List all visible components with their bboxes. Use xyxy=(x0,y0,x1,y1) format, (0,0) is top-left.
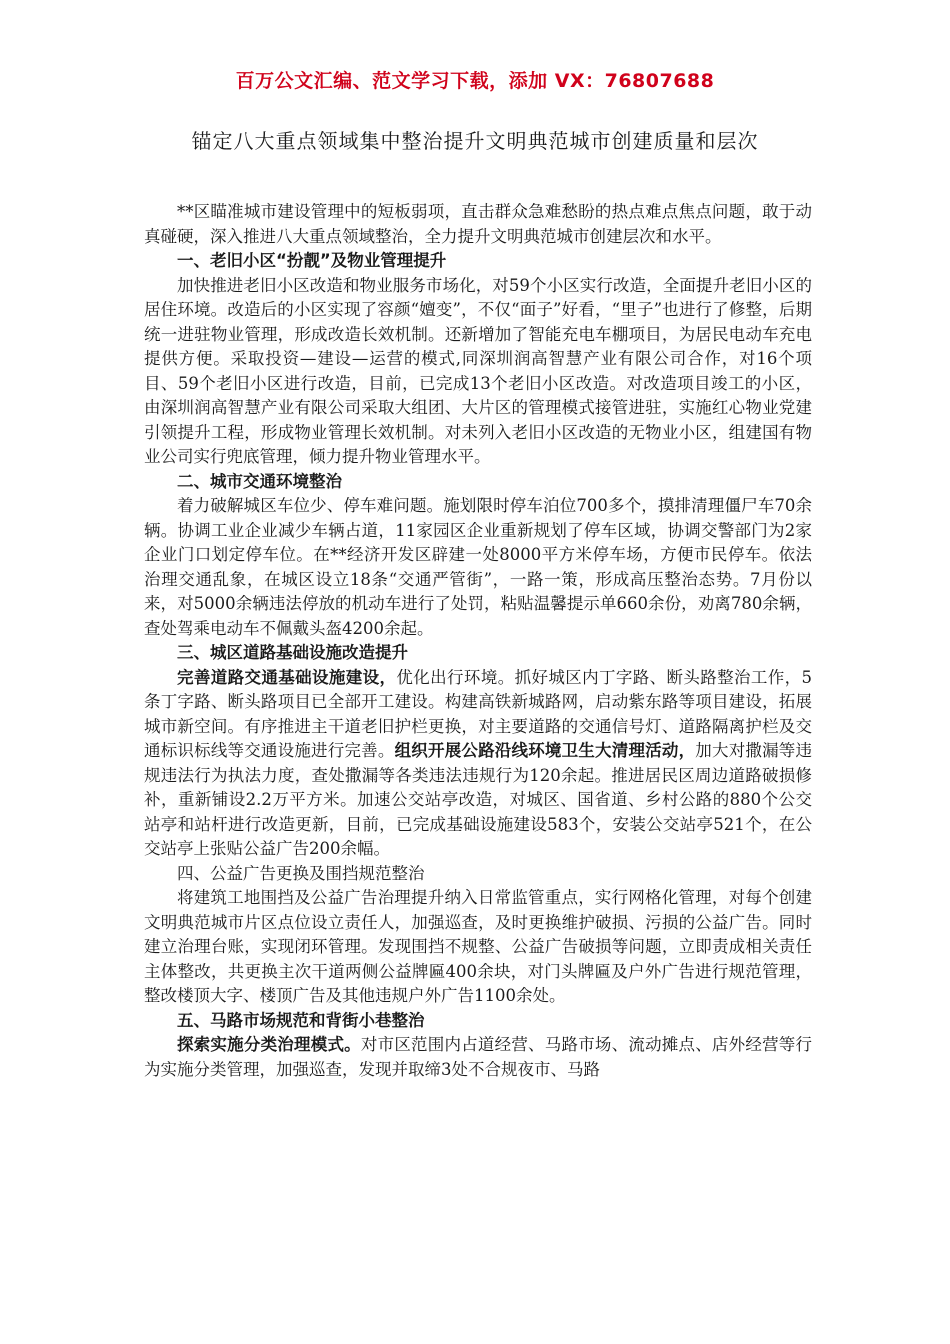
section-paragraph-2: 着力破解城区车位少、停车难问题。施划限时停车泊位700多个，摸排清理僵尸车70余辆。协调工业企业减少车辆占道，11家园区企业重新规划了停车区域，协调交警部门为2家企业门口划定停车位。在**经济开发区辟建一处8000平方米停车场，方便市民停车。依法治理交通乱象，在城区设立18条“交通严管街”，一路一策，形成高压整治态势。7月份以来，对5000余辆违法停放的机动车进行了处罚，粘贴温馨提示单660余份，劝离780余辆，查处驾乘电动车不佩戴头盔4200余起。 xyxy=(144,496,812,638)
watermark-banner: 百万公文汇编、范文学习下载，添加 VX：76807688 xyxy=(235,70,715,92)
section-heading-1: 一、老旧小区“扮靓”及物业管理提升 xyxy=(177,251,447,270)
section-paragraph-5 xyxy=(144,1033,812,1082)
section-heading-3: 三、城区道路基础设施改造提升 xyxy=(177,643,408,662)
section-paragraph-3 xyxy=(144,666,812,862)
intro-paragraph: **区瞄准城市建设管理中的短板弱项，直击群众急难愁盼的热点难点焦点问题，敢于动真碰硬，深入推进八大重点领域整治，全力提升文明典范城市创建层次和水平。 xyxy=(144,202,812,246)
section-heading-4: 四、公益广告更换及围挡规范整治 xyxy=(177,863,425,883)
section-heading-5: 五、马路市场规范和背街小巷整治 xyxy=(177,1010,425,1030)
section-3-bold-mid: 组织开展公路沿线环境卫生大清理活动， xyxy=(394,741,696,760)
section-paragraph-1: 加快推进老旧小区改造和物业服务市场化，对59个小区实行改造，全面提升老旧小区的居住环境。改造后的小区实现了容颜“嬗变”，不仅“面子”好看，“里子”也进行了修整，后期统一进驻物业管理，形成改造长效机制。还新增加了智能充电车棚项目，为居民电动车充电提供方便。采取投资—建设—运营的模式,同深圳润高智慧产业有限公司合作，对16个项目、59个老旧小区进行改造，目前，已完成13个老旧小区改造。对改造项目竣工的小区，由深圳润高智慧产业有限公司采取大组团、大片区的管理模式接管进驻，实施红心物业党建引领提升工程，形成物业管理长效机制。对未列入老旧小区改造的无物业小区，组建国有物业公司实行兜底管理，倾力提升物业管理水平。 xyxy=(144,275,812,466)
section-paragraph-4: 将建筑工地围挡及公益广告治理提升纳入日常监管重点，实行网格化管理，对每个创建文明典范城市片区点位设立责任人，加强巡查，及时更换维护破损、污损的公益广告。同时建立治理台账，实现闭环管理。发现围挡不规整、公益广告破损等问题，立即责成相关责任主体整改，共更换主次干道两侧公益牌匾400余块，对门头牌匾及户外广告进行规范管理，整改楼顶大字、楼顶广告及其他违规户外广告1100余处。 xyxy=(144,888,812,1005)
section-3-bold-lead: 完善道路交通基础设施建设， xyxy=(177,667,397,687)
section-3-text-b: 加大对撒漏等违规违法行为执法力度，查处撒漏等各类违法违规行为120余起。推进居民区周边道路破损修补，重新铺设2.2万平方米。加速公交站亭改造，对城区、国省道、乡村公路的880个公交站亭和站杆进行改造更新，目前，已完成基础设施建设583个，安装公交站亭521个，在公交站亭上张贴公益广告200余幅。 xyxy=(144,741,813,858)
section-5-bold-lead: 探索实施分类治理模式。 xyxy=(177,1035,361,1054)
document-body xyxy=(144,200,812,1082)
section-5-text: 对市区范围内占道经营、马路市场、流动摊点、店外经营等行为实施分类管理，加强巡查，发现并取缔3处不合规夜市、马路 xyxy=(144,1035,813,1079)
section-heading-2: 二、城市交通环境整治 xyxy=(177,471,342,491)
document-title: 锚定八大重点领域集中整治提升文明典范城市创建质量和层次 xyxy=(191,129,759,153)
section-3-text-a: 优化出行环境。抓好城区内丁字路、断头路整治工作，5条丁字路、断头路项目已全部开工建设。构建高铁新城路网，启动紫东路等项目建设，拓展城市新空间。有序推进主干道老旧护栏更换，对主要道路的交通信号灯、道路隔离护栏及交通标识标线等交通设施进行完善。 xyxy=(144,667,813,760)
